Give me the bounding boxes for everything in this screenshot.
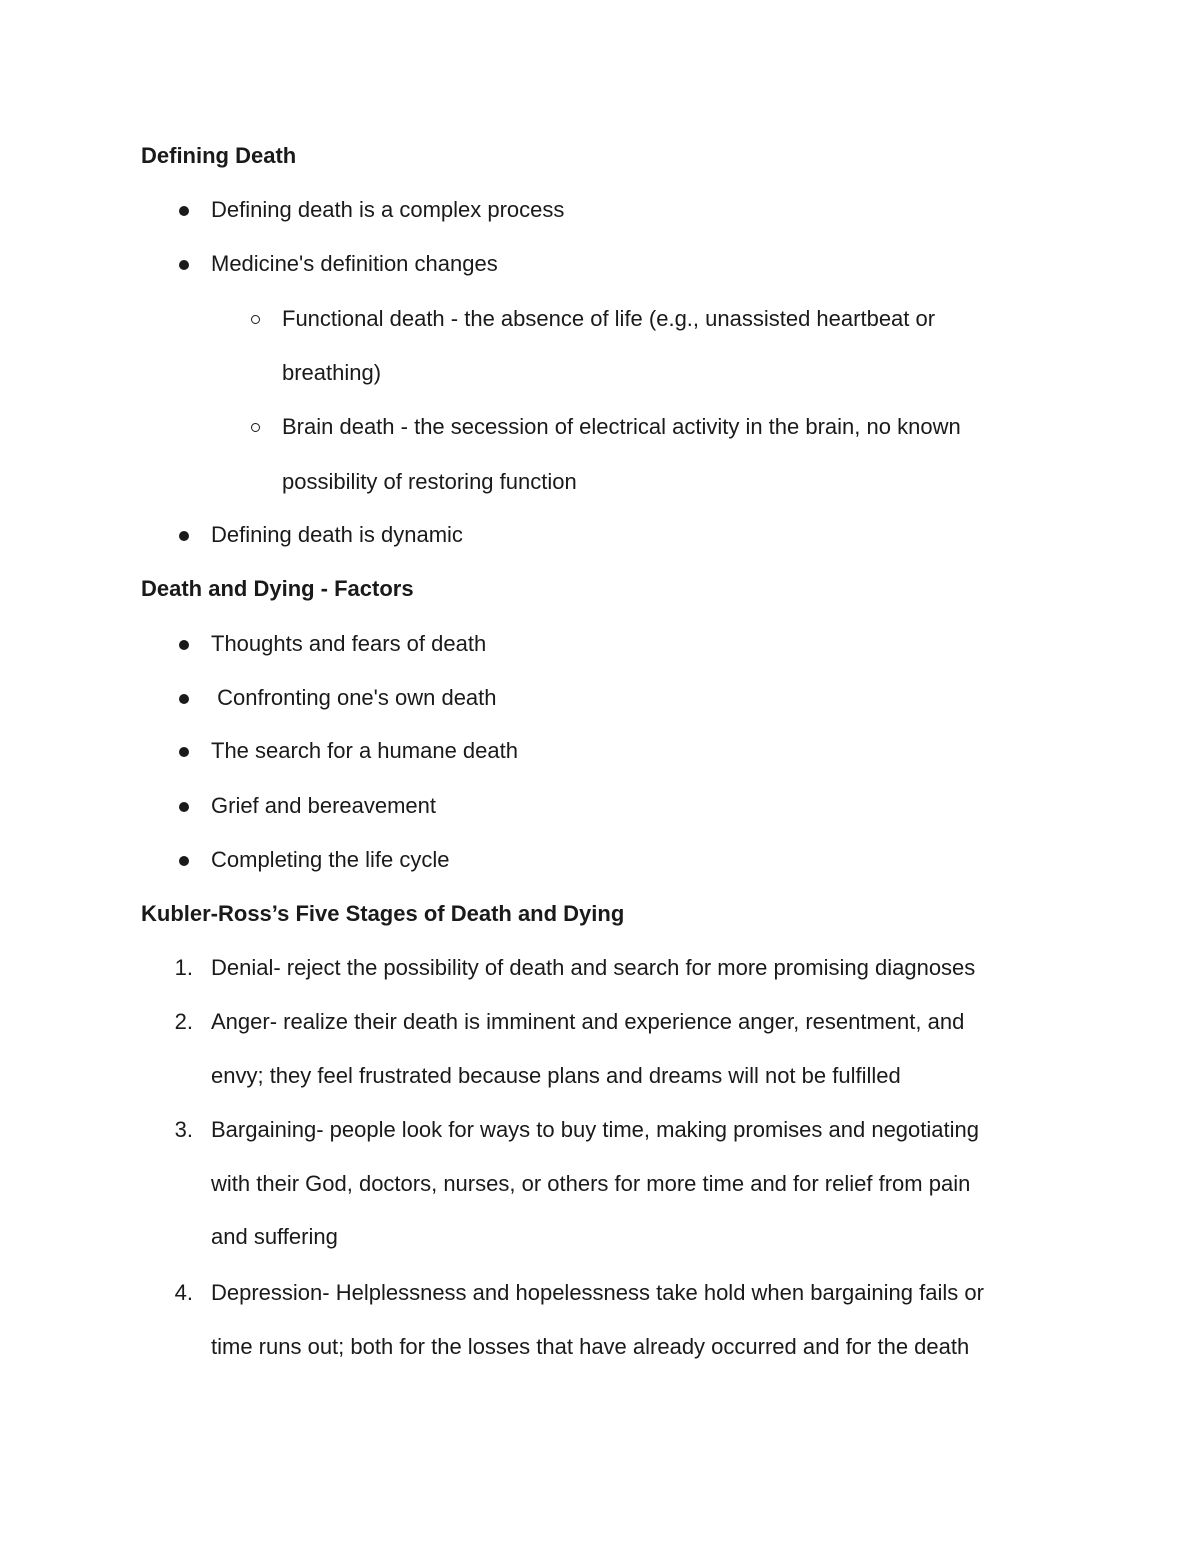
- bullet-circle-icon: [251, 315, 260, 324]
- numbered-item-continuation: envy; they feel frustrated because plans and dreams will not be fulfilled: [211, 1063, 901, 1088]
- numbered-item-continuation: time runs out; both for the losses that have already occurred and for the death: [211, 1334, 970, 1359]
- list-item: Medicine's definition changes: [211, 251, 498, 276]
- section-heading-death-and-dying-factors: Death and Dying - Factors: [141, 576, 414, 601]
- sub-list-item-continuation: possibility of restoring function: [282, 469, 577, 494]
- list-number: 3.: [174, 1117, 193, 1142]
- bullet-disc-icon: [179, 640, 189, 650]
- bullet-circle-icon: [251, 423, 260, 432]
- list-number: 4.: [174, 1280, 193, 1305]
- list-item: Grief and bereavement: [211, 793, 437, 818]
- bullet-disc-icon: [179, 206, 189, 216]
- list-item: Confronting one's own death: [211, 685, 497, 710]
- section-heading-kubler-ross: Kubler-Ross’s Five Stages of Death and Dying: [141, 901, 625, 926]
- list-item: Completing the life cycle: [211, 847, 450, 872]
- list-number: 2.: [174, 1009, 193, 1034]
- list-item: Defining death is dynamic: [211, 522, 463, 547]
- numbered-item: Denial- reject the possibility of death and search for more promising diagnoses: [211, 955, 976, 980]
- section-heading-defining-death: Defining Death: [141, 143, 297, 168]
- numbered-item-continuation: with their God, doctors, nurses, or others for more time and for relief from pain: [211, 1171, 971, 1196]
- sub-list-item-continuation: breathing): [282, 360, 382, 385]
- numbered-item: Bargaining- people look for ways to buy time, making promises and negotiating: [211, 1117, 979, 1142]
- sub-list-item: Brain death - the secession of electrical activity in the brain, no known: [282, 414, 961, 439]
- bullet-disc-icon: [179, 747, 189, 757]
- bullet-disc-icon: [179, 694, 189, 704]
- list-number: 1.: [174, 955, 193, 980]
- numbered-item: Anger- realize their death is imminent and experience anger, resentment, and: [211, 1009, 965, 1034]
- bullet-disc-icon: [179, 531, 189, 541]
- numbered-item: Depression- Helplessness and hopelessness take hold when bargaining fails or: [211, 1280, 984, 1305]
- list-item: The search for a humane death: [211, 738, 518, 763]
- list-item: Thoughts and fears of death: [211, 631, 487, 656]
- bullet-disc-icon: [179, 802, 189, 812]
- bullet-disc-icon: [179, 260, 189, 270]
- numbered-item-continuation: and suffering: [211, 1224, 338, 1249]
- sub-list-item: Functional death - the absence of life (e.g., unassisted heartbeat or: [282, 306, 936, 331]
- list-item: Defining death is a complex process: [211, 197, 565, 222]
- bullet-disc-icon: [179, 856, 189, 866]
